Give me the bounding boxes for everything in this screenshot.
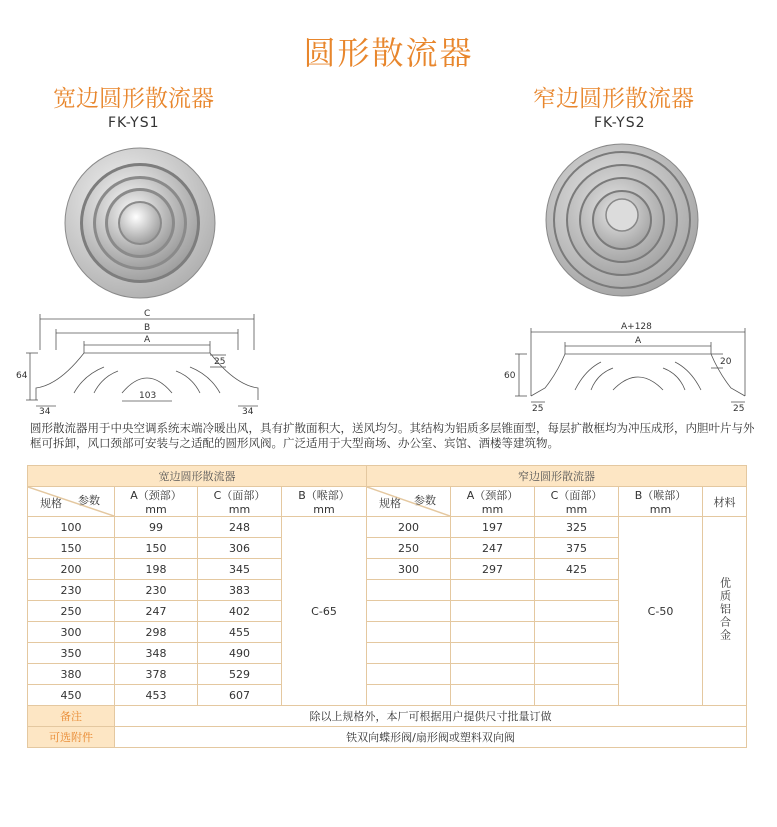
table-row: 150 150 306 250 247 375 xyxy=(28,538,747,559)
header-param-spec-right: 参数 规格 xyxy=(367,487,451,517)
product-code-wide: FK-YS1 xyxy=(108,115,160,131)
header-col-b-right: B（喉部） mm xyxy=(619,487,703,517)
right-b-value: C-50 xyxy=(619,517,703,706)
dim-a: A xyxy=(144,335,151,345)
table-row: 300 298 455 xyxy=(28,622,747,643)
header-col-material: 材料 xyxy=(703,487,747,517)
product-code-narrow: FK-YS2 xyxy=(594,115,646,131)
group-header-wide: 宽边圆形散流器 xyxy=(28,466,367,487)
header-col-b-left: B（喉部） mm xyxy=(282,487,367,517)
dim-a: A xyxy=(635,336,642,346)
group-header-narrow: 窄边圆形散流器 xyxy=(367,466,747,487)
accessory-label: 可选附件 xyxy=(28,727,115,748)
dim-b: B xyxy=(144,323,151,333)
table-row: 200 198 345 300 297 425 xyxy=(28,559,747,580)
narrow-diffuser-drawing xyxy=(495,318,760,416)
table-row: 350 348 490 xyxy=(28,643,747,664)
narrow-diffuser-image xyxy=(545,143,700,298)
header-param-spec-left: 参数 规格 xyxy=(28,487,115,517)
product-title-narrow: 窄边圆形散流器 xyxy=(533,86,694,112)
note-text: 除以上规格外，本厂可根据用户提供尺寸批量订做 xyxy=(115,706,747,727)
dim-64: 64 xyxy=(16,371,28,381)
table-row: 380 378 529 xyxy=(28,664,747,685)
dim-25-left: 25 xyxy=(532,404,544,414)
page-title: 圆形散流器 xyxy=(303,34,474,72)
dim-c: C xyxy=(144,309,151,319)
product-description: 圆形散流器用于中央空调系统末端冷暖出风，具有扩散面积大，送风均匀。其结构为铝质多层锥面型，每层扩散框均为冲压成形，内胆叶片与外框可拆卸，风口颈部可安装与之适配的圆形风阀。广泛适用于大型商场、办公室、宾馆、酒楼等建筑物。 xyxy=(30,421,755,450)
accessory-row xyxy=(28,727,747,748)
table-row: 250 247 402 xyxy=(28,601,747,622)
dim-34-right: 34 xyxy=(242,407,254,415)
header-col-a-right: A（颈部） mm xyxy=(451,487,535,517)
wide-diffuser-drawing xyxy=(14,305,284,415)
wide-diffuser-image xyxy=(64,147,216,299)
material-value: 优质铝合金 xyxy=(703,517,747,706)
spec-table xyxy=(27,465,747,748)
dim-a128: A+128 xyxy=(621,322,652,332)
table-row: 100 99 248 C-65 200 197 325 C-50 优质铝合金 xyxy=(28,517,747,538)
table-row: 450 453 607 xyxy=(28,685,747,706)
dim-103: 103 xyxy=(139,391,157,401)
left-b-value: C-65 xyxy=(282,517,367,706)
header-col-c-right: C（面部） mm xyxy=(535,487,619,517)
dim-25-right: 25 xyxy=(733,404,745,414)
dim-60: 60 xyxy=(504,371,516,381)
product-title-wide: 宽边圆形散流器 xyxy=(53,86,214,112)
header-col-a-left: A（颈部） mm xyxy=(115,487,198,517)
dim-20: 20 xyxy=(720,357,732,367)
table-row: 230 230 383 xyxy=(28,580,747,601)
header-col-c-left: C（面部） mm xyxy=(198,487,282,517)
dim-25: 25 xyxy=(214,357,226,367)
dim-34-left: 34 xyxy=(39,407,51,415)
note-row xyxy=(28,706,747,727)
accessory-text: 铁双向蝶形阀/扇形阀或塑料双向阀 xyxy=(115,727,747,748)
note-label: 备注 xyxy=(28,706,115,727)
